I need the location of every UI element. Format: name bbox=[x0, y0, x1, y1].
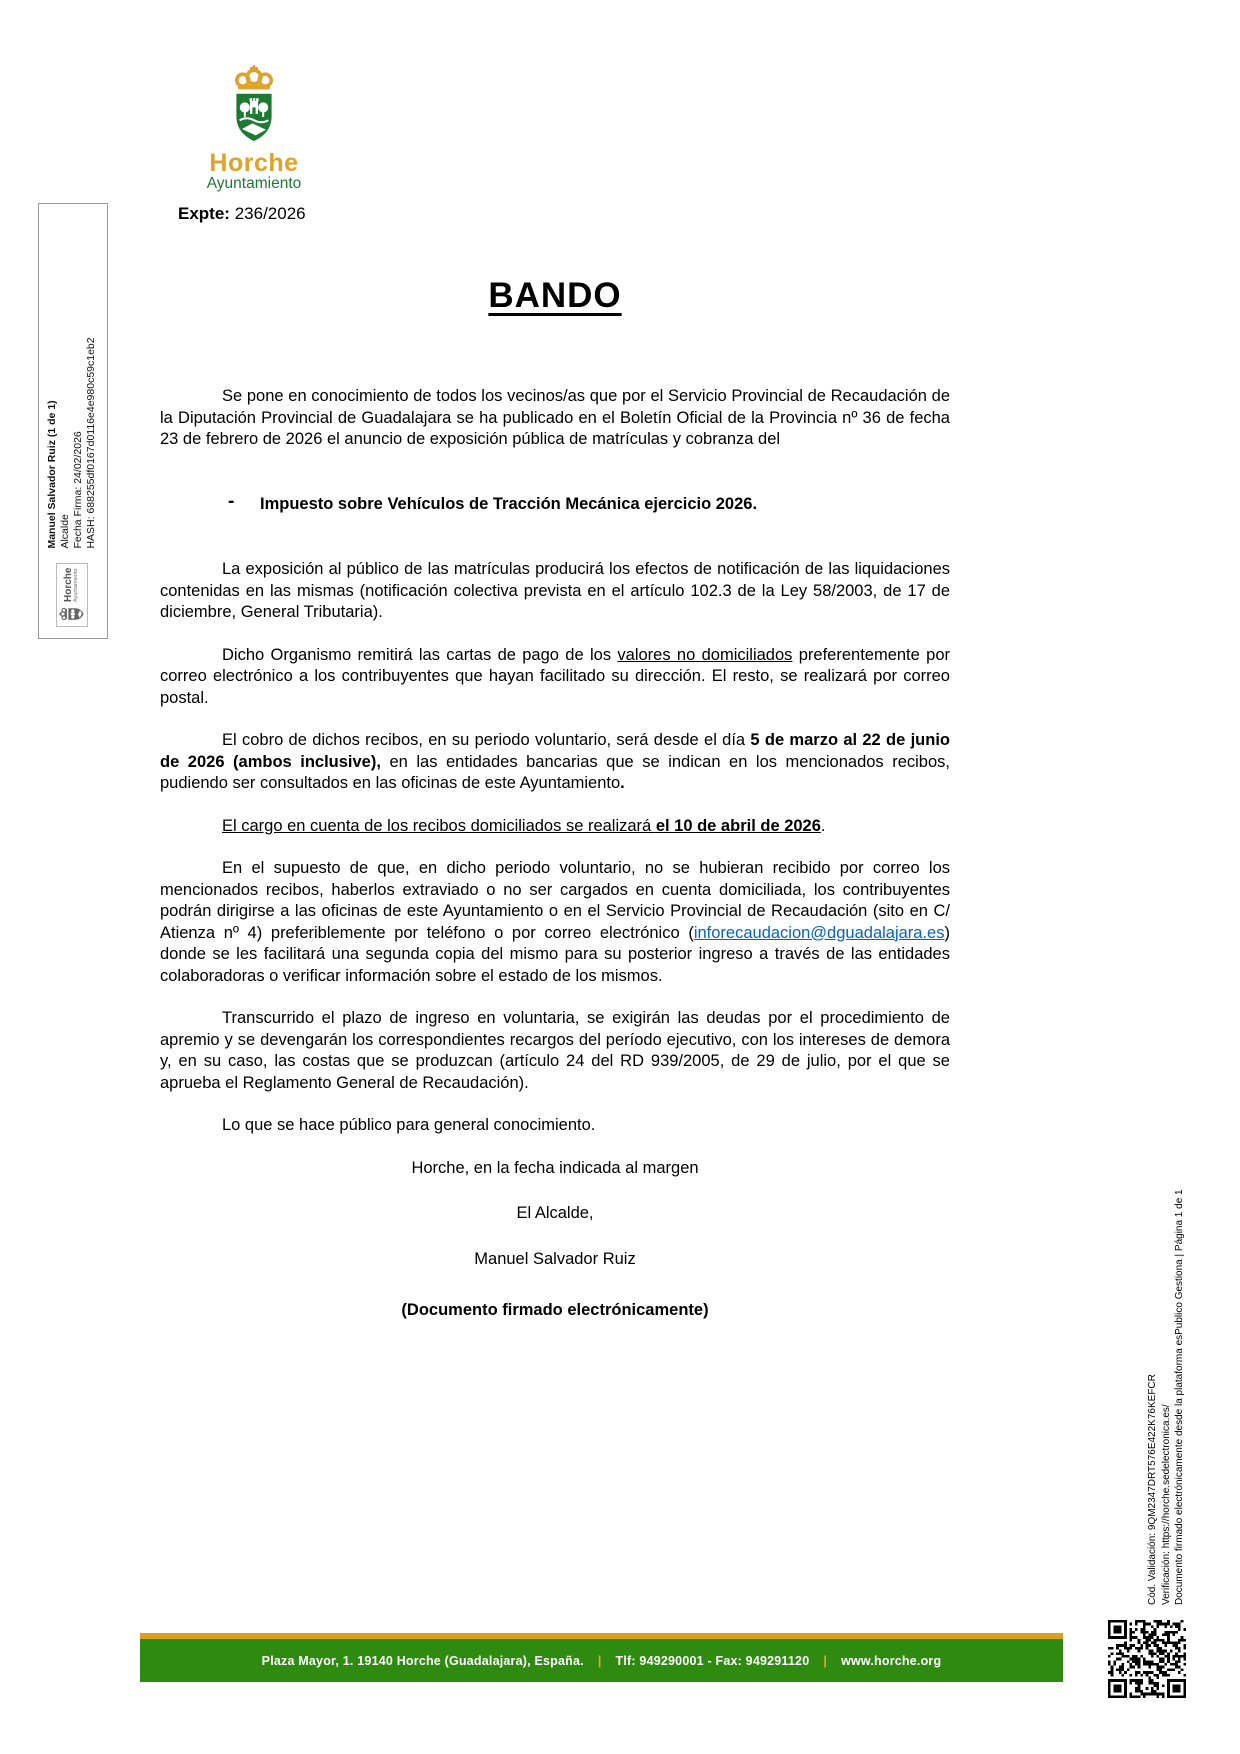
bullet-dash-icon: - bbox=[228, 490, 235, 512]
text-segment: Dicho Organismo remitirá las cartas de pago de los bbox=[222, 645, 618, 664]
document-title: BANDO bbox=[488, 276, 622, 315]
logo-subtitle: Ayuntamiento bbox=[206, 175, 302, 192]
text-segment: 5 de marzo al 22 de junio de 2026 (ambos inclusive), bbox=[160, 731, 950, 771]
text-segment: (Documento firmado electrónicamente) bbox=[401, 1301, 709, 1319]
crest-small-icon bbox=[59, 606, 85, 622]
paragraph-12 bbox=[160, 1249, 950, 1271]
text-segment: . bbox=[620, 774, 625, 792]
email-link[interactable]: inforecaudacion@dguadalajara.es bbox=[693, 923, 945, 942]
paragraph-9 bbox=[160, 1115, 950, 1137]
text-segment: en las entidades bancarias que se indican en los mencionados recibos, pudiendo ser consultados en las oficinas de este Ayuntamiento bbox=[160, 752, 950, 792]
text-segment: Lo que se hace público para general conocimiento. bbox=[222, 1116, 596, 1134]
text-segment: El Alcalde, bbox=[516, 1204, 594, 1222]
paragraph-8 bbox=[160, 1008, 950, 1094]
footer-bar bbox=[140, 1633, 1063, 1682]
signature-logo-name: Horche bbox=[63, 567, 75, 602]
text-segment: Se pone en conocimiento de todos los vecinos/as que por el Servicio Provincial de Recaudación de la Diputación Provincial de Guadalajara se ha publicado en el Boletín Oficial de la Provincia nº 36 de fecha 23 de febrero de 2026 el anuncio de exposición pública de matrículas y cobranza del bbox=[160, 387, 950, 448]
signature-lines bbox=[46, 337, 98, 548]
municipal-logo bbox=[199, 64, 309, 192]
signature-line: Alcalde bbox=[59, 514, 71, 549]
validation-line: Documento firmado electrónicamente desde la plataforma esPublico Gestiona | Página 1 de 1 bbox=[1174, 1189, 1185, 1605]
paragraph-5 bbox=[160, 730, 950, 795]
text-segment: Transcurrido el plazo de ingreso en voluntaria, se exigirán las deudas por el procedimiento de apremio y se devengarán los correspondientes recargos del período ejecutivo, con los intereses de demora y, en su caso, las costas que se produzcan (artículo 24 del RD 939/2005, de 29 de julio, por el que se aprueba el Reglamento General de Recaudación). bbox=[160, 1009, 950, 1092]
text-segment: el 10 de abril de 2026 bbox=[655, 816, 821, 835]
paragraph-11 bbox=[160, 1203, 950, 1225]
expediente-number bbox=[178, 204, 306, 224]
paragraph-13 bbox=[160, 1300, 950, 1322]
paragraph-4 bbox=[160, 645, 950, 710]
signature-line: Manuel Salvador Ruiz (1 de 1) bbox=[46, 400, 58, 549]
logo-name: Horche bbox=[209, 149, 299, 177]
paragraph-6 bbox=[160, 816, 950, 838]
text-segment: valores no domiciliados bbox=[617, 645, 793, 664]
paragraph-2 bbox=[160, 490, 950, 516]
text-segment: El cobro de dichos recibos, en su periodo voluntario, será desde el día bbox=[222, 731, 751, 749]
qr-code bbox=[1108, 1620, 1186, 1698]
crest-icon bbox=[230, 64, 278, 146]
paragraph-3 bbox=[160, 559, 950, 624]
footer-website[interactable]: www.horche.org bbox=[841, 1653, 942, 1668]
paragraph-10 bbox=[160, 1158, 950, 1180]
text-segment: preferentemente por correo electrónico a los contribuyentes que hayan facilitado su dirección. El resto, se realizará por correo postal. bbox=[160, 645, 950, 707]
signature-line: HASH: 688255df0167d0116e4e980c59c1eb2 bbox=[85, 337, 97, 549]
text-segment: La exposición al público de las matrículas producirá los efectos de notificación de las liquidaciones contenidas en las mismas (notificación colectiva prevista en el artículo 102.3 de la Ley 58/2003, de 17 de diciembre, General Tributaria). bbox=[160, 560, 950, 621]
validation-line: Cód. Validación: 9QM2347DRT576E422K76KEFCR bbox=[1147, 1374, 1158, 1605]
document-body bbox=[160, 386, 950, 1346]
text-segment: En el supuesto de que, en dicho periodo voluntario, no se hubieran recibido por correo los mencionados recibos, haberlos extraviado o no ser cargados en cuenta domiciliada, los contribuyentes podrán dirigirse a las oficinas de este Ayuntamiento o en el Servicio Provincial de Recaudación (sito en C/ Atienza nº 4) preferiblemente por teléfono o por correo electrónico ( bbox=[160, 859, 950, 942]
text-segment: Horche, en la fecha indicada al margen bbox=[411, 1158, 699, 1177]
text-segment: . bbox=[820, 816, 826, 835]
signature-sidebar bbox=[40, 207, 104, 633]
validation-sidebar bbox=[1146, 955, 1188, 1605]
text-segment: Impuesto sobre Vehículos de Tracción Mecánica ejercicio 2026. bbox=[260, 494, 758, 513]
footer-address: Plaza Mayor, 1. 19140 Horche (Guadalajara), España. bbox=[261, 1653, 584, 1668]
signature-logo bbox=[56, 563, 88, 627]
signature-line: Fecha Firma: 24/02/2026 bbox=[72, 431, 84, 549]
paragraph-1 bbox=[160, 386, 950, 451]
text-segment: El cargo en cuenta de los recibos domiciliados se realizará bbox=[222, 816, 656, 835]
signature-logo-subtitle: Ayuntamiento bbox=[73, 568, 80, 602]
document-body-column bbox=[160, 276, 950, 1346]
validation-line: Verificación: https://horche.sedelectronica.es/ bbox=[1160, 1404, 1172, 1605]
text-segment: ) donde se les facilitará una segunda copia del mismo para su posterior ingreso a través de las entidades colaboradoras o verificar información sobre el estado de los mismos. bbox=[160, 923, 950, 985]
expediente-label: Expte: bbox=[178, 204, 230, 223]
footer-phone-fax: Tlf: 949290001 - Fax: 949291120 bbox=[615, 1653, 810, 1668]
expediente-value: 236/2026 bbox=[234, 204, 306, 223]
paragraph-7 bbox=[160, 858, 950, 987]
text-segment: Manuel Salvador Ruiz bbox=[474, 1249, 636, 1268]
footer-separator: | bbox=[597, 1653, 602, 1668]
footer-separator: | bbox=[823, 1653, 828, 1668]
